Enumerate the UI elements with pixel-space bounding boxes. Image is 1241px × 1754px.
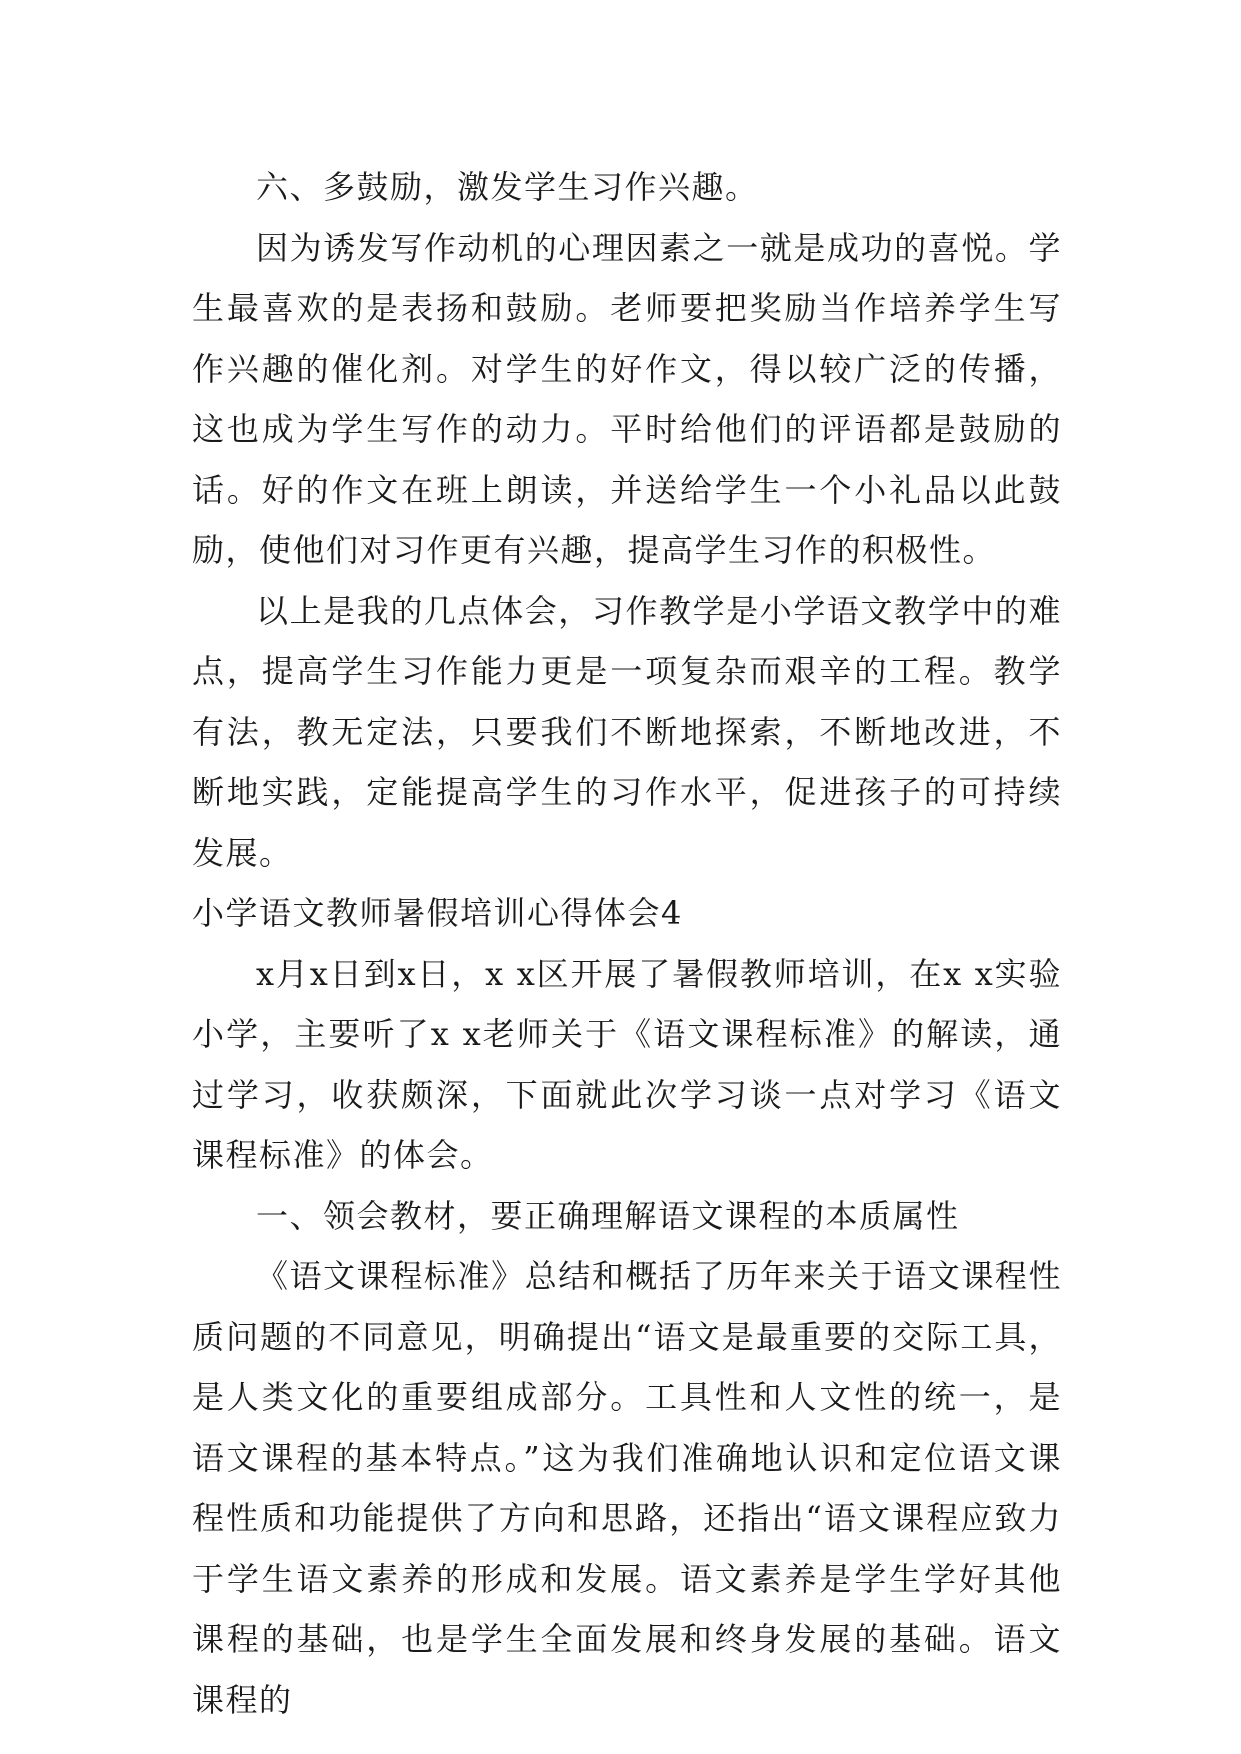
document-body bbox=[192, 157, 1062, 1730]
paragraph-training-intro: x月x日到x日，x x区开展了暑假教师培训，在x x实验小学，主要听了x x老师关于《语文课程标准》的解读，通过学习，收获颇深，下面就此次学习谈一点对学习《语文课程标准》的体会。 bbox=[192, 954, 1062, 1174]
paragraph-summary: 以上是我的几点体会，习作教学是小学语文教学中的难点，提高学生习作能力更是一项复杂而艰辛的工程。教学有法，教无定法，只要我们不断地探索，不断地改进，不断地实践，定能提高学生的习作水平，促进孩子的可持续发展。 bbox=[192, 591, 1062, 872]
section-title: 小学语文教师暑假培训心得体会4 bbox=[192, 894, 683, 932]
paragraph-encouragement: 因为诱发写作动机的心理因素之一就是成功的喜悦。学生最喜欢的是表扬和鼓励。老师要把奖励当作培养学生写作兴趣的催化剂。对学生的好作文，得以较广泛的传播，这也成为学生写作的动力。平时给他们的评语都是鼓励的话。好的作文在班上朗读，并送给学生一个小礼品以此鼓励，使他们对习作更有兴趣，提高学生习作的积极性。 bbox=[192, 228, 1062, 569]
paragraph-heading-six: 六、多鼓励，激发学生习作兴趣。 bbox=[256, 168, 759, 206]
paragraph-curriculum-standard: 《语文课程标准》总结和概括了历年来关于语文课程性质问题的不同意见，明确提出“语文是最重要的交际工具，是人类文化的重要组成部分。工具性和人文性的统一，是语文课程的基本特点。”这为我们准确地认识和定位语文课程性质和功能提供了方向和思路，还指出“语文课程应致力于学生语文素养的形成和发展。语文素养是学生学好其他课程的基础，也是学生全面发展和终身发展的基础。语文课程的 bbox=[192, 1257, 1062, 1719]
paragraph-heading-one: 一、领会教材，要正确理解语文课程的本质属性 bbox=[256, 1196, 960, 1235]
